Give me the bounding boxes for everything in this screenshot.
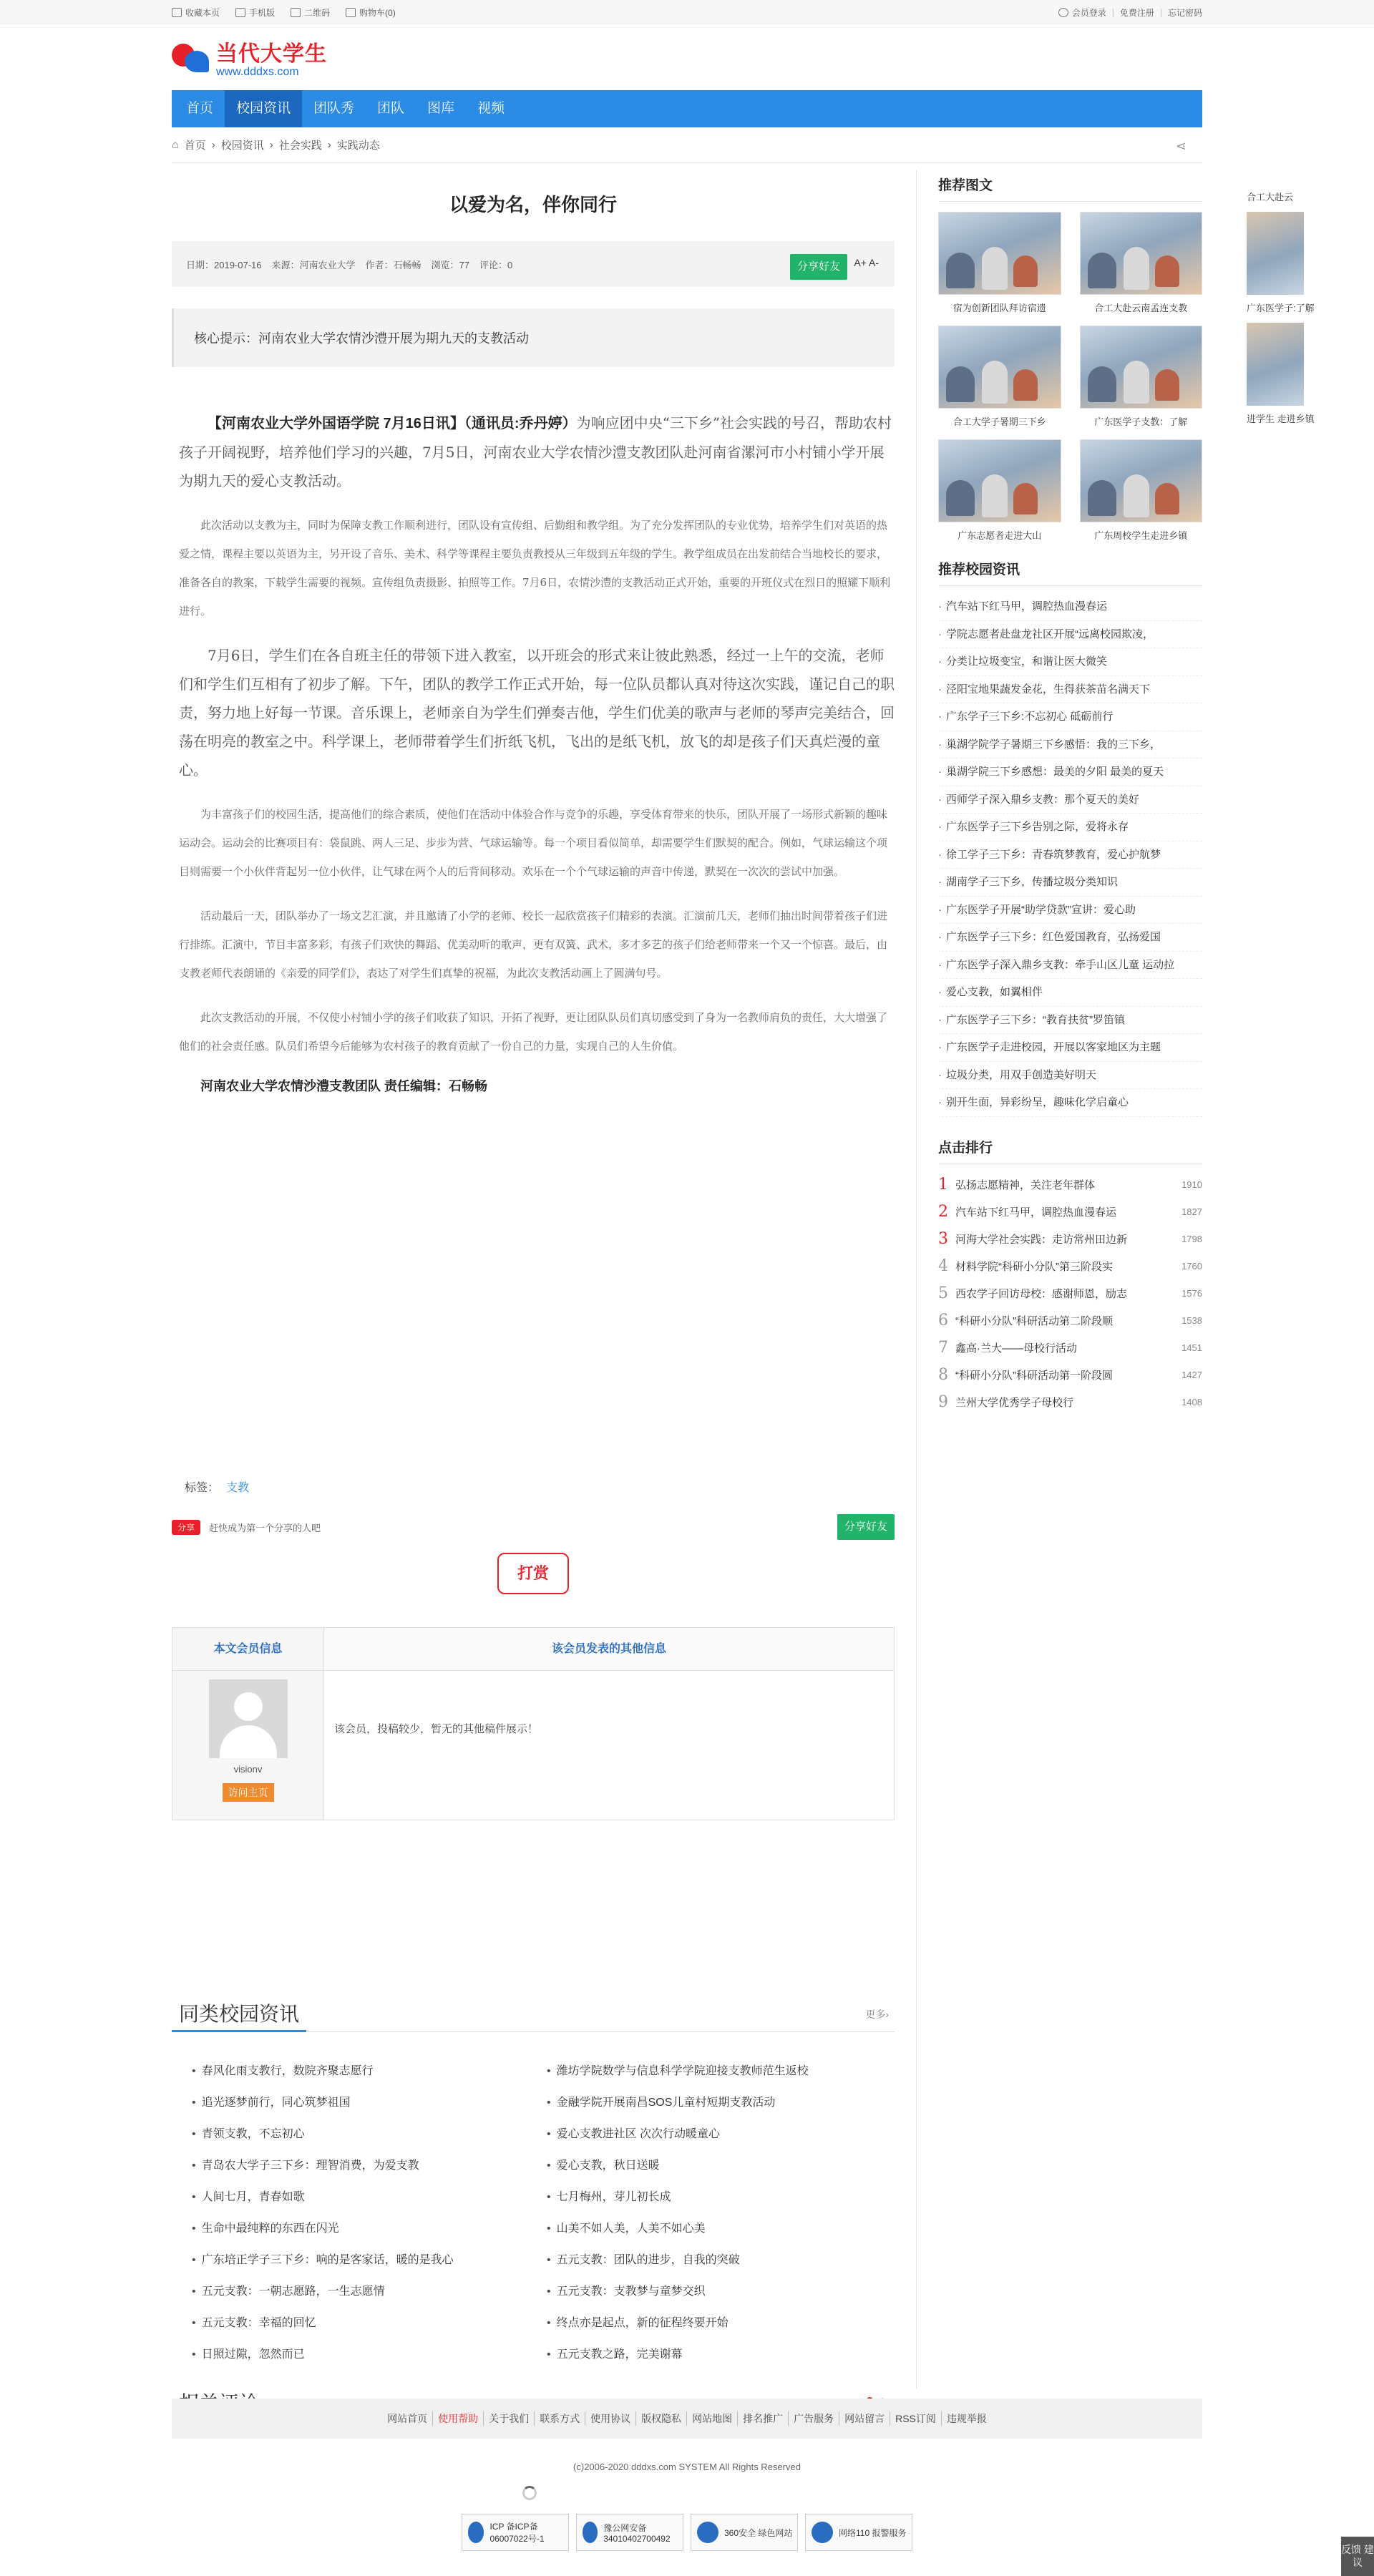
user-icon xyxy=(1058,8,1068,17)
breadcrumb: ⌂ 首页 › 校园资讯 › 社会实践 › 实践动态 ⋖ xyxy=(172,127,1202,163)
rank-number: 9 xyxy=(938,1393,948,1411)
recommended-news-list xyxy=(938,593,1202,1117)
recommended-pic-item[interactable] xyxy=(1080,326,1203,428)
rank-title[interactable]: 汽车站下红马甲，调腔热血漫春运 xyxy=(955,1206,1117,1219)
footer-link[interactable]: 使用帮助 xyxy=(433,2411,484,2426)
similar-news-item[interactable]: • 日照过隙，忽然而已 xyxy=(192,2347,540,2363)
rank-title[interactable]: “科研小分队”科研活动第一阶段圆 xyxy=(955,1370,1113,1382)
similar-news-item[interactable]: • 五元支教之路，完美谢幕 xyxy=(547,2347,895,2363)
sidebar xyxy=(916,170,1202,2389)
similar-news-item[interactable]: • 青岛农大学子三下乡：理智消费，为爱支教 xyxy=(192,2158,540,2174)
similar-news-item[interactable]: • 潍坊学院数学与信息科学学院迎接支教师范生返校 xyxy=(547,2064,895,2079)
share-row xyxy=(172,1514,895,1540)
badge-label: 豫公网安备 34010402700492 xyxy=(603,2522,671,2544)
badge-label: ICP 备ICP备 06007022号-1 xyxy=(489,2522,545,2544)
rank-number: 6 xyxy=(938,1312,948,1330)
rank-count: 1798 xyxy=(1181,1234,1202,1244)
rank-title[interactable]: 河海大学社会实践：走访常州田边新 xyxy=(955,1234,1128,1246)
float-caption[interactable]: 合工大赴云 xyxy=(1247,192,1294,203)
pic-caption[interactable]: 广东周校学生走进乡镇 xyxy=(1094,530,1188,541)
similar-news-item[interactable]: • 金融学院开展南昌SOS儿童村短期支教活动 xyxy=(547,2095,895,2111)
member-other-heading: 该会员发表的其他信息 xyxy=(324,1628,894,1671)
rank-count: 1760 xyxy=(1181,1261,1202,1272)
footer-link[interactable]: 版权隐私 xyxy=(636,2411,687,2426)
rank-number: 2 xyxy=(938,1203,948,1221)
rank-count: 1451 xyxy=(1181,1342,1202,1353)
recommended-news-item[interactable]: · 巢湖学院三下乡感想：最美的夕阳 最美的夏天 xyxy=(938,758,1202,786)
similar-news-item[interactable]: • 广东培正学子三下乡：响的是客家话，暖的是我心 xyxy=(192,2253,540,2268)
similar-news-item[interactable]: • 五元支教：幸福的回忆 xyxy=(192,2316,540,2331)
thumbnail-image[interactable] xyxy=(938,326,1061,409)
tags-label: 标签： xyxy=(185,1482,220,1494)
rank-count: 1538 xyxy=(1181,1315,1202,1326)
lead-bold: 【河南农业大学外国语学院 7月16日讯】（通讯员:乔丹婷） xyxy=(208,416,577,431)
recommended-news-item[interactable]: · 广东医学子三下乡告别之际，爱将永存 xyxy=(938,814,1202,841)
article-column xyxy=(172,170,895,2389)
rank-item[interactable] xyxy=(938,1335,1202,1362)
recommended-news-item[interactable]: · 垃圾分类，用双手创造美好明天 xyxy=(938,1062,1202,1090)
footer-link[interactable]: 关于我们 xyxy=(484,2411,535,2426)
recommended-pic-item[interactable] xyxy=(938,439,1061,542)
forgot-password-link[interactable]: 忘记密码 xyxy=(1167,7,1202,18)
recommended-pic-item[interactable] xyxy=(938,212,1061,314)
recommended-news-item[interactable]: · 西师学子深入鼎乡支教：那个夏天的美好 xyxy=(938,786,1202,814)
similar-news-item[interactable]: • 追光逐梦前行，同心筑梦祖国 xyxy=(192,2095,540,2111)
article-paragraph: 7月6日，学生们在各自班主任的带领下进入教室，以开班会的形式来让彼此熟悉，经过一上午的交流，老师们和学生们互相有了初步了解。下午，团队的教学工作正式开始，每一位队员都认真对待这次实践，谨记自己的职责，努力地上好每一节课。音乐课上，老师亲自为学生们弹奏吉他，学生们优美的歌声与老师的琴声完美结合，回荡在明亮的教室之中。科学课上，老师带着学生们折纸飞机，飞出的是纸飞机，放飞的却是孩子们天真烂漫的童心。 xyxy=(179,647,895,779)
footer-link[interactable]: 违规举报 xyxy=(946,2413,987,2424)
article-paragraph: 此次支教活动的开展，不仅使小村铺小学的孩子们收获了知识，开拓了视野，更让团队队员们真切感受到了身为一名教师肩负的责任，大大增强了他们的社会责任感。队员们希望今后能够为农村孩子的教育贡献了一份自己的力量，实现自己的人生价值。 xyxy=(179,1011,888,1053)
recommended-news-item[interactable]: · 泾阳宝地果蔬发金花，生得获茶苗名满天下 xyxy=(938,676,1202,704)
footer-link[interactable]: 网站首页 xyxy=(382,2411,433,2426)
article-paragraph: 为丰富孩子们的校园生活，提高他们的综合素质，使他们在活动中体验合作与竞争的乐趣，享受体育带来的快乐，团队开展了一场形式新颖的趣味运动会。运动会的比赛项目有：袋鼠跳、两人三足、步步为营、气球运输等。每一个项目看似简单，却需要学生们默契的配合。例如，气球运输这个项目则需要一个小伙伴背起另一位小伙伴，让气球在两个人的后背间移动。欢乐在一个个气球运输的声音中传递，默契在一次次的尝试中加强。 xyxy=(179,808,888,878)
similar-news-title: 同类校园资讯 xyxy=(172,1996,306,2032)
article-source: 来源：河南农业大学 xyxy=(271,259,356,270)
rank-item[interactable] xyxy=(938,1362,1202,1389)
rank-item[interactable] xyxy=(938,1199,1202,1226)
recommended-news-item[interactable]: · 湖南学子三下乡，传播垃圾分类知识 xyxy=(938,869,1202,897)
bookmark-icon xyxy=(172,8,182,17)
breadcrumb-practice-news[interactable]: 实践动态 xyxy=(336,140,380,152)
breadcrumb-social-practice[interactable]: 社会实践 xyxy=(278,140,322,152)
article-body xyxy=(172,409,895,1095)
article-signature: 河南农业大学农情沙澧支教团队 责任编辑：石畅畅 xyxy=(200,1079,487,1093)
register-link[interactable]: 免费注册 xyxy=(1119,7,1154,18)
similar-news-item[interactable]: • 五元支教：一朝志愿路，一生志愿情 xyxy=(192,2284,540,2300)
breadcrumb-home[interactable]: 首页 xyxy=(184,140,206,152)
similar-news-item[interactable]: • 生命中最纯粹的东西在闪光 xyxy=(192,2221,540,2237)
rank-title[interactable]: 兰州大学优秀学子母校行 xyxy=(955,1397,1074,1409)
thumbnail-image[interactable] xyxy=(1080,212,1203,295)
similar-news-item[interactable]: • 山美不如人美，人美不如心美 xyxy=(547,2221,895,2237)
recommended-news-item[interactable]: · 广东医学子三下乡：红色爱国教育，弘扬爱国 xyxy=(938,924,1202,952)
rank-count: 1408 xyxy=(1181,1397,1202,1407)
nav-campus-news[interactable]: 校园资讯 xyxy=(225,90,302,127)
nav-home[interactable]: 首页 xyxy=(186,101,214,116)
rank-count: 1576 xyxy=(1181,1288,1202,1299)
article-paragraph: 此次活动以支教为主，同时为保障支教工作顺利进行，团队设有宣传组、后勤组和教学组。为了充分发挥团队的专业优势，培养学生们对英语的热爱之情，课程主要以英语为主，另开设了音乐、美术、科学等课程主要负责教授从三年级到五年级的学生。教学组成员在出发前结合当地校长的要求，准备各自的教案，下载学生需要的视频。宣传组负责摄影、拍照等工作。7月6日，农情沙澧的支教活动正式开始，重要的开班仪式在烈日的照耀下顺利进行。 xyxy=(179,519,891,618)
recommended-news-item[interactable]: · 汽车站下红马甲，调腔热血漫春运 xyxy=(938,593,1202,621)
footer-links xyxy=(172,2399,1202,2439)
nav-team[interactable]: 团队 xyxy=(377,101,405,116)
recommended-news-item[interactable]: · 徐工学子三下乡：青春筑梦教育，爱心护航梦 xyxy=(938,841,1202,869)
rank-number: 4 xyxy=(938,1257,948,1275)
recommended-news-title: 推荐校园资讯 xyxy=(938,555,1202,586)
similar-news-item[interactable]: • 五元支教：团队的进步，自我的突破 xyxy=(547,2253,895,2268)
rank-item[interactable] xyxy=(938,1307,1202,1335)
member-name: visionv xyxy=(233,1764,263,1775)
thumbnail-image[interactable] xyxy=(1080,326,1203,409)
rank-item[interactable] xyxy=(938,1226,1202,1253)
rank-count: 1910 xyxy=(1181,1179,1202,1190)
badge-icon xyxy=(468,2522,484,2543)
similar-news-item[interactable]: • 爱心支教，秋日送暖 xyxy=(547,2158,895,2174)
thumbnail-image[interactable] xyxy=(938,212,1061,295)
home-icon: ⌂ xyxy=(172,138,179,151)
more-link[interactable]: 更多› xyxy=(865,2008,889,2020)
footer-link[interactable]: 网站留言 xyxy=(839,2411,890,2426)
similar-news-list xyxy=(172,2064,895,2363)
footer-link[interactable]: 网站地图 xyxy=(687,2411,738,2426)
mobile-link[interactable]: 手机版 xyxy=(235,6,275,19)
reward-button[interactable]: 打赏 xyxy=(497,1553,569,1594)
recommended-news-item[interactable]: · 分类让垃圾变宝，和谐让医大微笑 xyxy=(938,648,1202,676)
rank-number: 7 xyxy=(938,1339,948,1357)
footer-badge[interactable] xyxy=(691,2514,798,2551)
footer-link[interactable]: 排名推广 xyxy=(738,2411,789,2426)
similar-news-item[interactable]: • 终点亦是起点，新的征程终要开始 xyxy=(547,2316,895,2331)
recommended-news-item[interactable]: · 广东学子三下乡:不忘初心 砥砺前行 xyxy=(938,703,1202,731)
article-title: 以爱为名，伴你同行 xyxy=(449,194,617,215)
pic-caption[interactable]: 广东志愿者走进大山 xyxy=(958,530,1042,541)
rank-title[interactable]: 鑫高·兰大——母校行活动 xyxy=(955,1342,1077,1355)
rank-item[interactable] xyxy=(938,1389,1202,1416)
share-friends-button-bottom[interactable]: 分享好友 xyxy=(837,1514,895,1540)
rank-count: 1827 xyxy=(1181,1206,1202,1217)
thumbnail-image[interactable] xyxy=(1080,439,1203,522)
rank-item[interactable] xyxy=(938,1280,1202,1307)
footer-badge[interactable] xyxy=(576,2514,683,2551)
rank-title[interactable]: 弘扬志愿精神，关注老年群体 xyxy=(955,1179,1096,1191)
similar-news-item[interactable]: • 七月梅州，芽儿初长成 xyxy=(547,2190,895,2205)
pic-caption[interactable]: 宿为创新团队拜访宿遗 xyxy=(952,303,1046,313)
rank-number: 5 xyxy=(938,1284,948,1302)
pic-caption[interactable]: 合工大赴云南孟连支教 xyxy=(1094,303,1188,313)
avatar xyxy=(209,1679,288,1758)
rank-title[interactable]: 材料学院“科研小分队”第三阶段实 xyxy=(955,1261,1113,1273)
share-pill-button[interactable]: 分享 xyxy=(172,1520,200,1535)
tags-row xyxy=(185,1478,249,1495)
float-thumbnail[interactable] xyxy=(1247,212,1304,295)
logo-url: www.dddxs.com xyxy=(216,66,299,78)
core-tip: 核心提示：河南农业大学农情沙澧开展为期九天的支教活动 xyxy=(172,308,895,367)
recommended-pic-item[interactable] xyxy=(1080,439,1203,542)
float-thumbnail[interactable] xyxy=(1247,323,1304,406)
footer-badge[interactable] xyxy=(805,2514,912,2551)
top-utility-bar: 收藏本页 手机版 二维码 购物车(0) 会员登录 | 免费注册 | 忘记密码 xyxy=(0,0,1374,24)
share-friends-button[interactable]: 分享好友 xyxy=(790,254,847,280)
logo-name: 当代大学生 xyxy=(216,42,327,66)
badge-icon xyxy=(697,2522,718,2543)
article-comments: 评论：0 xyxy=(479,259,513,270)
member-info-box xyxy=(172,1627,895,1820)
share-icon[interactable]: ⋖ xyxy=(1175,139,1187,153)
badge-icon xyxy=(812,2522,833,2543)
recommended-news-item[interactable]: · 广东医学子三下乡：“教育扶贫”罗笛镇 xyxy=(938,1007,1202,1035)
share-note: 赶快成为第一个分享的人吧 xyxy=(209,1522,321,1533)
phone-icon xyxy=(235,8,245,17)
recommended-news-item[interactable]: · 广东医学子走进校园，开展以客家地区为主题 xyxy=(938,1034,1202,1062)
similar-news-item[interactable]: • 春风化雨支教行，数院齐聚志愿行 xyxy=(192,2064,540,2079)
badge-icon xyxy=(583,2522,598,2543)
nav-team-show[interactable]: 团队秀 xyxy=(313,101,355,116)
cart-icon xyxy=(346,8,356,17)
visit-homepage-button[interactable]: 访问主页 xyxy=(223,1783,274,1802)
main-nav xyxy=(172,90,1202,127)
recommended-news-item[interactable]: · 广东医学子开展“助学贷款”宣讲：爱心助 xyxy=(938,897,1202,924)
nav-gallery[interactable]: 图库 xyxy=(427,101,455,116)
rank-title[interactable]: “科研小分队”科研活动第二阶段顺 xyxy=(955,1315,1113,1327)
login-link[interactable]: 会员登录 xyxy=(1071,7,1106,18)
rank-item[interactable] xyxy=(938,1171,1202,1199)
tag-link[interactable]: 支教 xyxy=(226,1482,250,1494)
article-author: 作者：石畅畅 xyxy=(365,259,422,270)
similar-news-item[interactable]: • 青领支教，不忘初心 xyxy=(192,2127,540,2142)
article-lead: 【河南农业大学外国语学院 7月16日讯】（通讯员:乔丹婷）为响应团中央“三下乡”社会实践的号召，帮助农村孩子开阔视野，培养他们学习的兴趣，7月5日，河南农业大学农情沙澧支教团队赴河南省漯河市小村铺小学开展为期九天的爱心支教活动。 xyxy=(179,414,892,489)
click-rank-list xyxy=(938,1171,1202,1416)
footer-link[interactable]: RSS订阅 xyxy=(890,2411,942,2426)
footer xyxy=(172,2399,1202,2551)
article-paragraph: 活动最后一天，团队举办了一场文艺汇演，并且邀请了小学的老师、校长一起欣赏孩子们精彩的表演。汇演前几天，老师们抽出时间带着孩子们进行排练。汇演中，节目丰富多彩，有孩子们欢快的舞蹈、优美动听的歌声，更有双簧、武术，多才多艺的孩子们给老师带来一个又一个惊喜。最后，由支教老师代表朗诵的《亲爱的同学们》，表达了对学生们真挚的祝福，为此次支教活动画上了圆满句号。 xyxy=(179,909,888,980)
recommended-pics-grid xyxy=(938,212,1202,542)
rank-item[interactable] xyxy=(938,1253,1202,1280)
rank-number: 3 xyxy=(938,1230,948,1248)
qrcode-icon xyxy=(291,8,301,17)
recommended-news-item[interactable]: · 爱心支教，如翼相伴 xyxy=(938,979,1202,1007)
similar-news-item[interactable]: • 五元支教：支教梦与童梦交织 xyxy=(547,2284,895,2300)
footer-link[interactable]: 联系方式 xyxy=(535,2411,585,2426)
click-rank-title: 点击排行 xyxy=(938,1133,1202,1164)
recommended-news-item[interactable]: · 学院志愿者赴盘龙社区开展“远离校园欺凌， xyxy=(938,621,1202,649)
rank-title[interactable]: 西农学子回访母校：感谢师恩，励志 xyxy=(955,1288,1128,1300)
site-logo[interactable] xyxy=(172,36,327,79)
float-caption[interactable]: 广东医学子:了解 xyxy=(1247,303,1315,313)
breadcrumb-campus-news[interactable]: 校园资讯 xyxy=(220,140,264,152)
bookmark-link[interactable]: 收藏本页 xyxy=(172,6,220,19)
feedback-button[interactable]: 反馈 建议 xyxy=(1341,2537,1374,2576)
font-size-controls[interactable]: A+ A- xyxy=(854,257,879,268)
similar-news-item[interactable]: • 爱心支教进社区 次次行动暖童心 xyxy=(547,2127,895,2142)
rank-number: 8 xyxy=(938,1366,948,1384)
member-empty-text: 该会员，投稿较少，暂无的其他稿件展示！ xyxy=(334,1723,539,1735)
footer-link[interactable]: 使用协议 xyxy=(585,2411,636,2426)
floating-side-panel xyxy=(1247,190,1315,425)
recommended-news-item[interactable]: · 巢湖学院学子暑期三下乡感悟：我的三下乡， xyxy=(938,731,1202,759)
pic-caption[interactable]: 合工大学子暑期三下乡 xyxy=(952,416,1046,427)
badge-label: 网络110 报警服务 xyxy=(839,2527,907,2538)
article-date: 日期：2019-07-16 xyxy=(186,259,262,270)
rank-count: 1427 xyxy=(1181,1370,1202,1380)
qrcode-link[interactable]: 二维码 xyxy=(291,6,330,19)
footer-badge[interactable] xyxy=(462,2514,569,2551)
member-info-heading: 本文会员信息 xyxy=(172,1628,323,1671)
recommended-pics-title: 推荐图文 xyxy=(938,170,1202,202)
article-views: 浏览：77 xyxy=(431,259,469,270)
similar-news-header xyxy=(172,1996,895,2032)
pic-caption[interactable]: 广东医学子支教：了解 xyxy=(1094,416,1188,427)
badge-label: 360安全 绿色网站 xyxy=(724,2527,793,2538)
similar-news-item[interactable]: • 人间七月，青春如歌 xyxy=(192,2190,540,2205)
recommended-pic-item[interactable] xyxy=(1080,212,1203,314)
footer-link[interactable]: 广告服务 xyxy=(789,2411,839,2426)
rank-number: 1 xyxy=(938,1176,948,1194)
copyright: (c)2006-2020 dddxs.com SYSTEM All Rights Reserved xyxy=(573,2462,801,2472)
float-caption[interactable]: 进学生 走进乡镇 xyxy=(1247,414,1315,424)
recommended-pic-item[interactable] xyxy=(938,326,1061,428)
logo-mark-icon xyxy=(172,38,210,77)
recommended-news-item[interactable]: · 别开生面，异彩纷呈，趣味化学启童心 xyxy=(938,1089,1202,1117)
thumbnail-image[interactable] xyxy=(938,439,1061,522)
cart-link[interactable]: 购物车(0) xyxy=(346,6,396,19)
footer-badges xyxy=(172,2514,1202,2551)
article-meta xyxy=(172,241,895,287)
recommended-news-item[interactable]: · 广东医学子深入鼎乡支教：牵手山区儿童 运动拉 xyxy=(938,952,1202,980)
nav-video[interactable]: 视频 xyxy=(477,101,505,116)
